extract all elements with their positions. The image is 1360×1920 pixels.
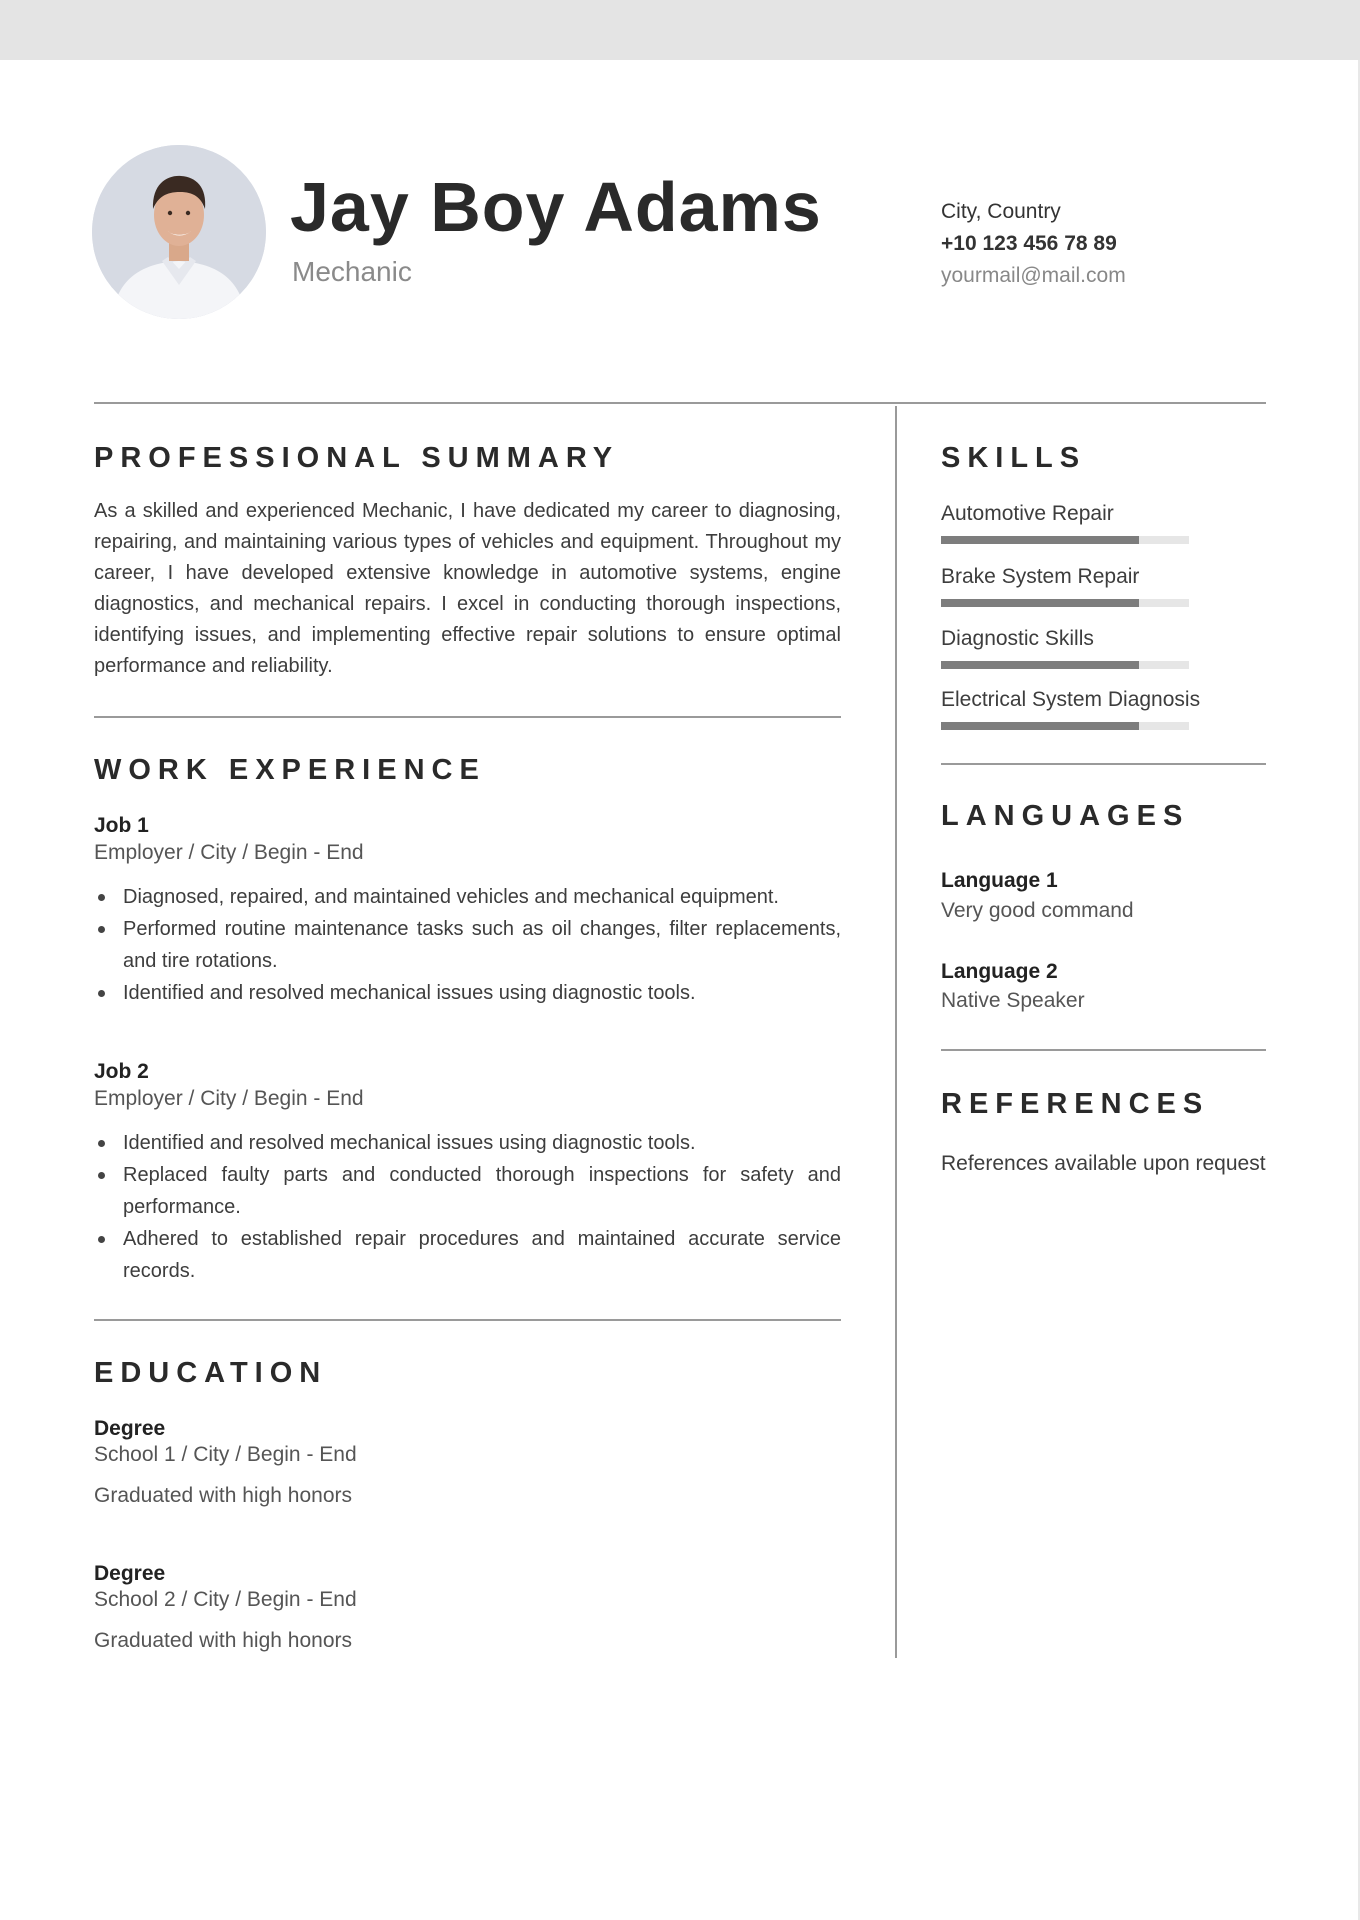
education-note: Graduated with high honors [94, 1629, 352, 1652]
skill-bar-fill [941, 599, 1139, 607]
summary-divider [94, 716, 841, 718]
skill-label: Diagnostic Skills [941, 627, 1094, 650]
header-divider [94, 402, 1266, 404]
skill-bar [941, 536, 1189, 544]
candidate-role: Mechanic [292, 256, 412, 287]
job-title: Job 2 [94, 1060, 149, 1083]
summary-text: As a skilled and experienced Mechanic, I have dedicated my career to diagnosing, repairing, and maintaining various types of vehicles and equipment. Throughout my career, I have developed extensive knowledge in automotive systems, engine diagnostics, and mechanical repairs. I excel in conducting thorough inspections, identifying issues, and implementing effective repair solutions to ensure optimal performance and reliability. [94, 500, 841, 677]
language-name: Language 2 [941, 960, 1058, 983]
references-text: References available upon request [941, 1152, 1266, 1175]
language-level: Native Speaker [941, 989, 1085, 1012]
skill-bar-fill [941, 661, 1139, 669]
degree-title: Degree [94, 1417, 166, 1440]
skill-item [941, 689, 1241, 710]
skill-bar [941, 661, 1189, 669]
skill-label: Automotive Repair [941, 502, 1114, 525]
skills-divider [941, 763, 1266, 765]
skill-item [941, 628, 1241, 649]
list-item: Performed routine maintenance tasks such as oil changes, filter replacements, and tire rotations. [94, 913, 841, 977]
languages-heading: LANGUAGES [941, 800, 1190, 832]
skill-label: Electrical System Diagnosis [941, 688, 1201, 711]
education-heading: EDUCATION [94, 1357, 328, 1389]
contact-email: yourmail@mail.com [941, 264, 1126, 287]
skill-bar-fill [941, 722, 1139, 730]
school-meta: School 2 / City / Begin - End [94, 1588, 357, 1611]
list-item: Replaced faulty parts and conducted thorough inspections for safety and performance. [94, 1159, 841, 1223]
summary-heading: PROFESSIONAL SUMMARY [94, 442, 620, 474]
list-item: Identified and resolved mechanical issues using diagnostic tools. [94, 977, 841, 1009]
school-meta: School 1 / City / Begin - End [94, 1443, 357, 1466]
candidate-name: Jay Boy Adams [290, 168, 822, 246]
skill-bar-fill [941, 536, 1139, 544]
language-name: Language 1 [941, 869, 1058, 892]
job-meta: Employer / City / Begin - End [94, 841, 364, 864]
list-item: Identified and resolved mechanical issues using diagnostic tools. [94, 1127, 841, 1159]
language-level: Very good command [941, 899, 1134, 922]
degree-title: Degree [94, 1562, 166, 1585]
education-note: Graduated with high honors [94, 1484, 352, 1507]
job-title: Job 1 [94, 814, 149, 837]
contact-phone: +10 123 456 78 89 [941, 232, 1117, 255]
contact-block [941, 196, 1126, 292]
list-item: Adhered to established repair procedures and maintained accurate service records. [94, 1223, 841, 1287]
skill-item [941, 566, 1241, 587]
column-divider [895, 406, 897, 1658]
languages-divider [941, 1049, 1266, 1051]
contact-location: City, Country [941, 200, 1061, 223]
references-heading: REFERENCES [941, 1088, 1210, 1120]
job-bullets [94, 1127, 841, 1287]
skills-heading: SKILLS [941, 442, 1087, 474]
list-item: Diagnosed, repaired, and maintained vehicles and mechanical equipment. [94, 881, 841, 913]
profile-photo [92, 145, 266, 319]
top-band [0, 0, 1360, 60]
experience-heading: WORK EXPERIENCE [94, 754, 486, 786]
job-bullets [94, 881, 841, 1009]
skill-item [941, 503, 1241, 524]
skill-bar [941, 722, 1189, 730]
skill-bar [941, 599, 1189, 607]
job-meta: Employer / City / Begin - End [94, 1087, 364, 1110]
experience-divider [94, 1319, 841, 1321]
skill-label: Brake System Repair [941, 565, 1140, 588]
